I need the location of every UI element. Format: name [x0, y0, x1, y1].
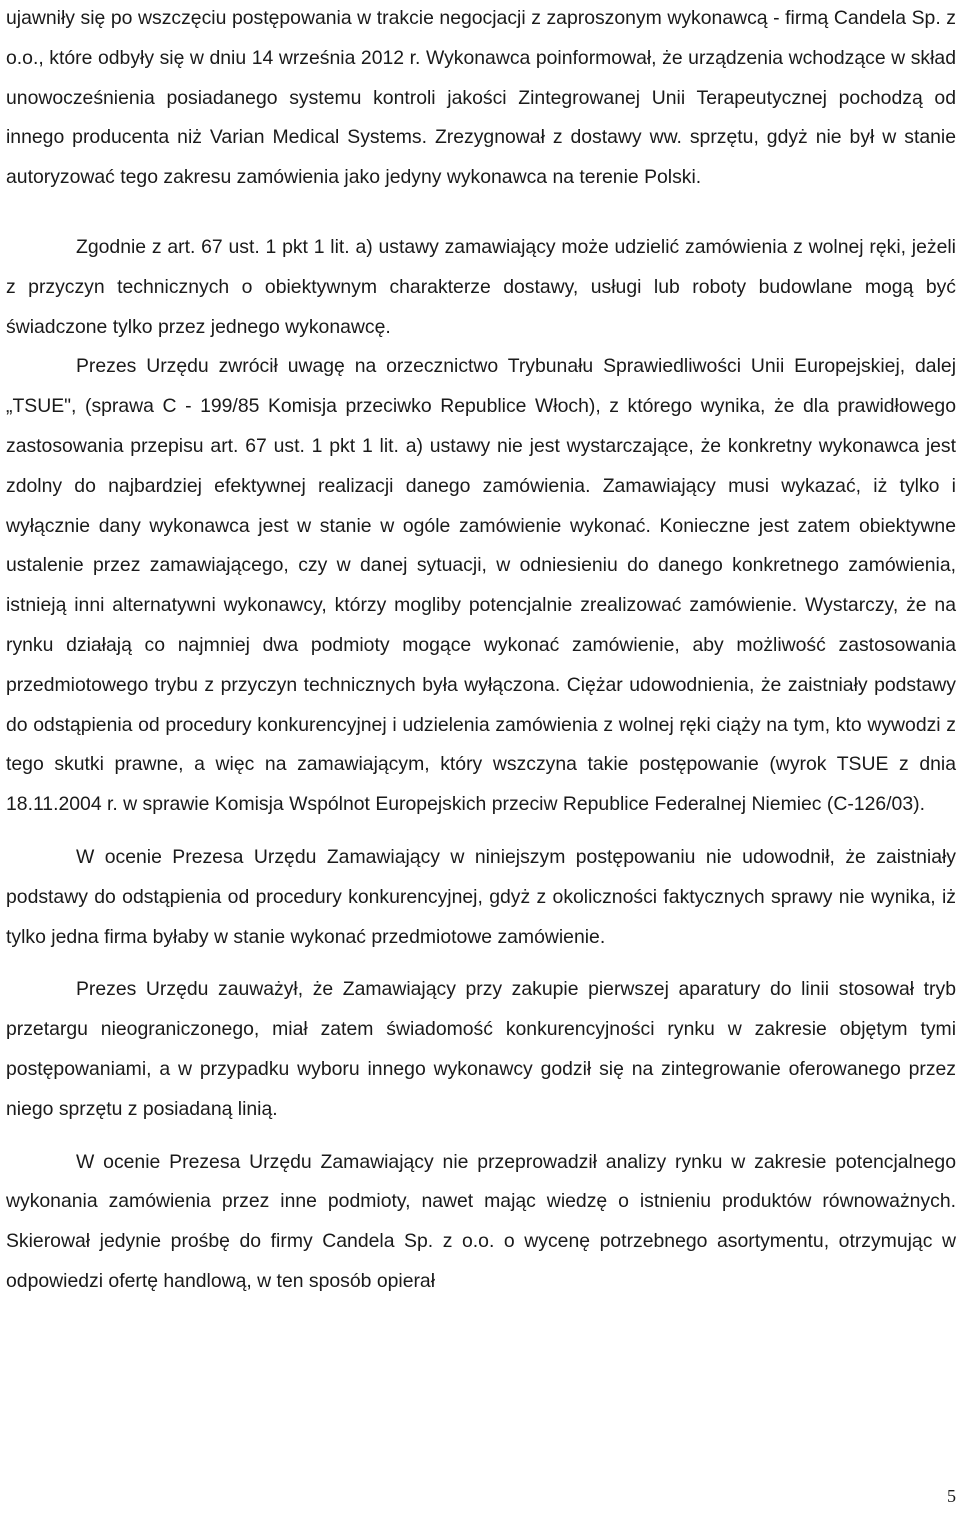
paragraph-continued: ujawniły się po wszczęciu postępowania w trakcie negocjacji z zaproszonym wykonawcą - firmą Candela Sp. z o.o., które odbyły się w dniu 14 września 2012 r. Wykonawca poinformował, że urządzenia wchodzące w skład unowocześnienia posiadanego systemu kontroli jakości Zintegrowanej Unii Terapeutycznej pochodzą od innego producenta niż Varian Medical Systems. Zrezygnował z dostawy ww. sprzętu, gdyż nie był w stanie autoryzować tego zakresu zamówienia jako jedyny wykonawca na terenie Polski.: [6, 7, 956, 189]
paragraph-president-observation: Prezes Urzędu zauważył, że Zamawiający przy zakupie pierwszej aparatury do linii stosował tryb przetargu nieograniczonego, miał zatem świadomość konkurencyjności rynku w zakresie objętym tymi postępowaniami, a w przypadku wyboru innego wykonawcy godził się na zintegrowanie oferowanego przez niego sprzętu z posiadaną linią.: [6, 978, 956, 1120]
paragraph-tsue-case-law: Prezes Urzędu zwrócił uwagę na orzecznictwo Trybunału Sprawiedliwości Unii Europejskiej, dalej „TSUE", (sprawa C - 199/85 Komisja przeciwko Republice Włoch), z którego wynika, że dla prawidłowego zastosowania przepisu art. 67 ust. 1 pkt 1 lit. a) ustawy nie jest wystarczające, że konkretny wykonawca jest zdolny do najbardziej efektywnej realizacji danego zamówienia. Zamawiający musi wykazać, iż tylko i wyłącznie dany wykonawca jest w stanie w ogóle zamówienie wykonać. Konieczne jest zatem obiektywne ustalenie przez zamawiającego, czy w danej sytuacji, w odniesieniu do danego konkretnego zamówienia, istnieją inni alternatywni wykonawcy, którzy mogliby potencjalnie zrealizować zamówienie. Wystarczy, że na rynku działają co najmniej dwa podmioty mogące wykonać zamówienie, aby możliwość zastosowania przedmiotowego trybu z przyczyn technicznych była wyłączona. Ciężar udowodnienia, że zaistniały podstawy do odstąpienia od procedury konkurencyjnej i udzielenia zamówienia z wolnej ręki ciąży na tym, kto wywodzi z tego skutki prawne, a więc na zamawiającym, który wszczyna takie postępowanie (wyrok TSUE z dnia 18.11.2004 r. w sprawie Komisja Wspólnot Europejskich przeciw Republice Federalnej Niemiec (C-126/03).: [6, 355, 956, 816]
document-body: [6, 0, 956, 1302]
page-number: 5: [947, 1486, 956, 1506]
paragraph-legal-basis: Zgodnie z art. 67 ust. 1 pkt 1 lit. a) ustawy zamawiający może udzielić zamówienia z wolnej ręki, jeżeli z przyczyn technicznych o obiektywnym charakterze dostawy, usługi lub roboty budowlane mogą być świadczone tylko przez jednego wykonawcę.: [6, 235, 956, 338]
paragraph-president-assessment: W ocenie Prezesa Urzędu Zamawiający w niniejszym postępowaniu nie udowodnił, że zaistniały podstawy do odstąpienia od procedury konkurencyjnej, gdyż z okoliczności faktycznych sprawy nie wynika, iż tylko jedna firma byłaby w stanie wykonać przedmiotowe zamówienie.: [6, 845, 956, 948]
paragraph-market-analysis: W ocenie Prezesa Urzędu Zamawiający nie przeprowadził analizy rynku w zakresie potencjalnego wykonania zamówienia przez inne podmioty, nawet mając wiedzę o istnieniu produktów równoważnych. Skierował jedynie prośbę do firmy Candela Sp. z o.o. o wycenę potrzebnego asortymentu, otrzymując w odpowiedzi ofertę handlową, w ten sposób opierał: [6, 1150, 956, 1292]
